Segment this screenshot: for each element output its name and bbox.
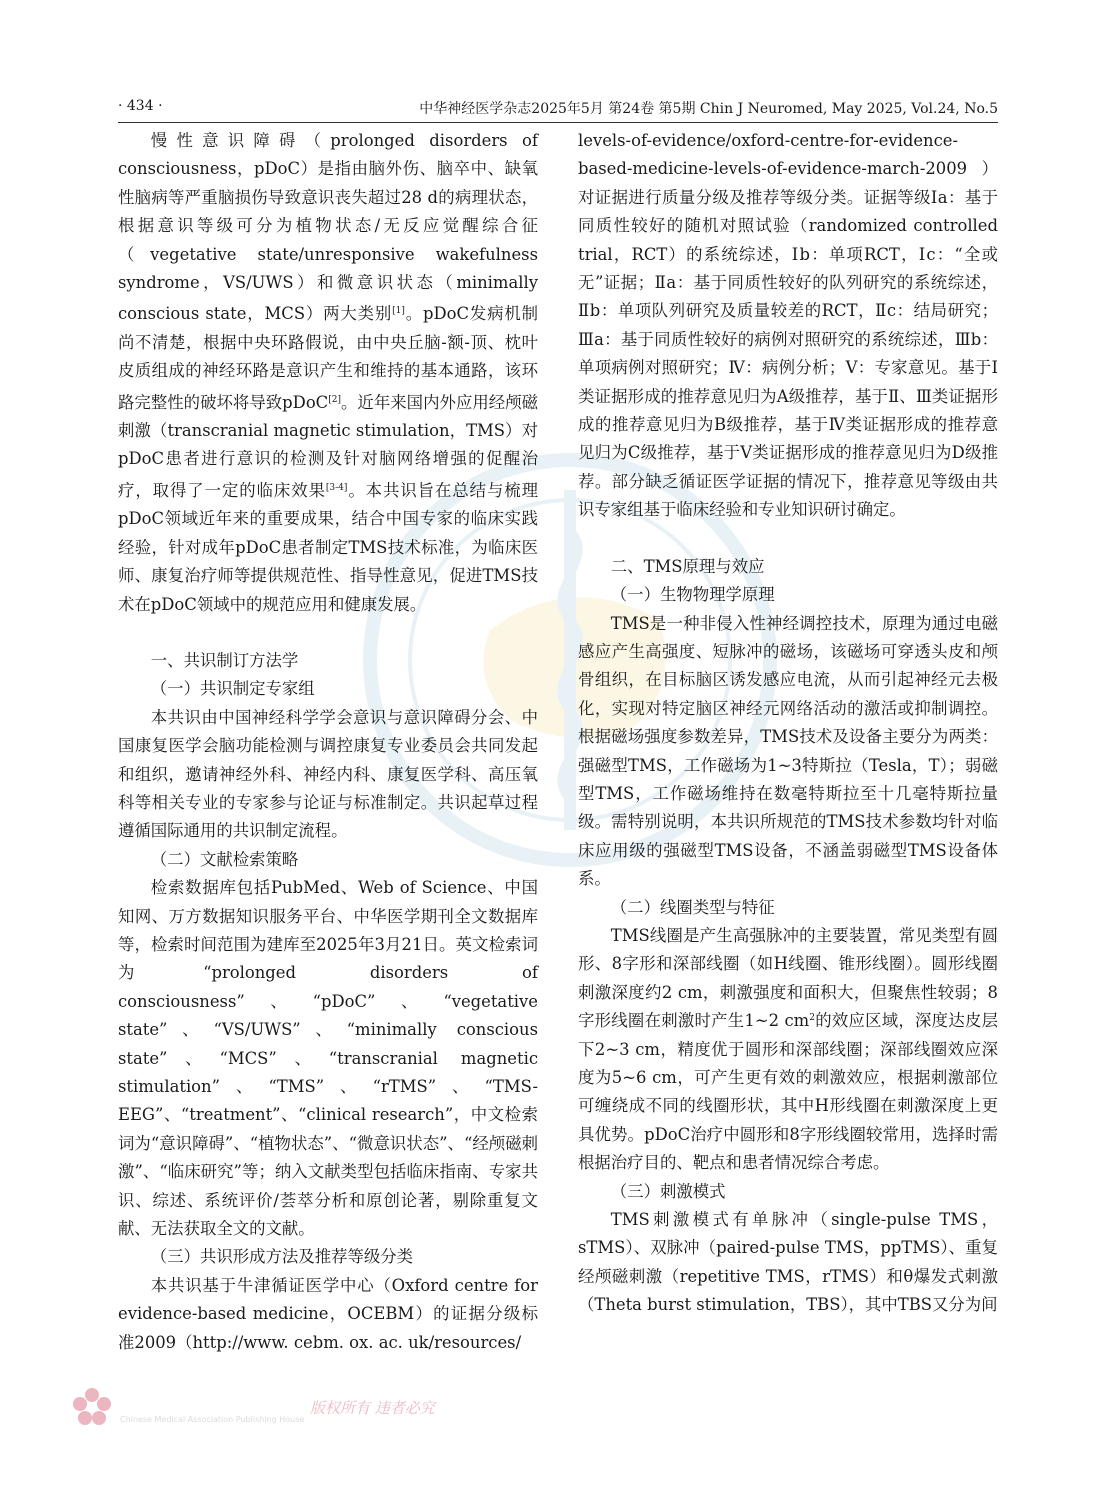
left-column <box>118 127 538 1357</box>
running-header <box>118 96 998 123</box>
copyright-text: 版权所有 违者必究 <box>310 1399 435 1417</box>
paragraph-expert-group: 本共识由中国神经科学学会意识与意识障碍分会、中国康复医学会脑功能检测与调控康复专业委员会共同发起和组织，邀请神经外科、神经内科、康复医学科、高压氧科等相关专业的专家参与论证与标准制定。共识起草过程遵循国际通用的共识制定流程。 <box>118 707 538 841</box>
journal-citation: 中华神经医学杂志2025年5月 第24卷 第5期 Chin J Neuromed, May 2025, Vol.24, No.5 <box>419 101 998 117</box>
section-heading-methodology: 一、共识制订方法学 <box>150 650 299 670</box>
citation-ref: [2] <box>328 394 341 405</box>
flower-logo-icon <box>70 1385 114 1429</box>
subheading-literature-search: （二）文献检索策略 <box>150 849 299 869</box>
paragraph-evidence-levels: levels-of-evidence/oxford-centre-for-evidence-based-medicine-levels-of-evidence-march-2009）对证据进行质量分级及推荐等级分类。证据等级Ⅰa：基于同质性较好的随机对照试验（randomized controlled trial，RCT）的系统综述，Ⅰb：单项RCT，Ⅰc：“全或无”证据；Ⅱa：基于同质性较好的队列研究的系统综述，Ⅱb：单项队列研究及质量较差的RCT，Ⅱc：结局研究；Ⅲa：基于同质性较好的病例对照研究的系统综述，Ⅲb：单项病例对照研究；Ⅳ：病例分析；Ⅴ：专家意见。基于Ⅰ类证据形成的推荐意见归为A级推荐，基于Ⅱ、Ⅲ类证据形成的推荐意见归为B级推荐，基于Ⅳ类证据形成的推荐意见归为C级推荐，基于Ⅴ类证据形成的推荐意见归为D级推荐。部分缺乏循证医学证据的情况下，推荐意见等级由共识专家组基于临床经验和专业知识研讨确定。 <box>578 131 998 520</box>
paragraph-biophysics: TMS是一种非侵入性神经调控技术，原理为通过电磁感应产生高强度、短脉冲的磁场，该磁场可穿透头皮和颅骨组织，在目标脑区诱发感应电流，从而引起神经元去极化，实现对特定脑区神经元网络活动的激活或抑制调控。根据磁场强度参数差异，TMS技术及设备主要分为两类：强磁型TMS，工作磁场为1~3特斯拉（Tesla，T）；弱磁型TMS，工作磁场维持在数毫特斯拉至十几毫特斯拉量级。需特别说明，本共识所规范的TMS技术参数均针对临床应用级的强磁型TMS设备，不涵盖弱磁型TMS设备体系。 <box>578 613 998 889</box>
paragraph-consensus-method: 本共识基于牛津循证医学中心（Oxford centre for evidence-based medicine，OCEBM）的证据分级标准2009（http://www. cebm. ox. ac. uk/resources/ <box>118 1275 538 1352</box>
citation-ref: [1] <box>392 306 405 317</box>
subheading-stimulation-modes: （三）刺激模式 <box>610 1181 726 1201</box>
subheading-coil-types: （二）线圈类型与特征 <box>610 897 775 917</box>
paragraph-coil-types: TMS线圈是产生高强脉冲的主要装置，常见类型有圆形、8字形和深部线圈（如H线圈、锥形线圈）。圆形线圈刺激深度约2 cm，刺激强度和面积大，但聚焦性较弱；8字形线圈在刺激时产生1~2 $cm^2$的效应区域，深度达皮层下2~3 cm，精度优于圆形和深部线圈；深部线圈效应深度为5~6 cm，可产生更有效的刺激效应，根据刺激部位可缠绕成不同的线圈形状，其中H形线圈在刺激深度上更具优势。pDoC治疗中圆形和8字形线圈较常用，选择时需根据治疗目的、靶点和患者情况综合考虑。 <box>578 925 998 1173</box>
publisher-logo <box>70 1385 470 1435</box>
page-number: · 434 · <box>118 98 163 114</box>
right-column <box>578 127 998 1320</box>
paragraph-stimulation-modes: TMS刺激模式有单脉冲（single-pulse TMS，sTMS）、双脉冲（paired-pulse TMS，ppTMS）、重复经颅磁刺激（repetitive TMS，rTMS）和θ爆发式刺激（Theta burst stimulation，TBS），其中TBS又分为间 <box>578 1210 998 1315</box>
publisher-name: Chinese Medical Association Publishing House <box>120 1415 305 1424</box>
section-heading-tms-principles: 二、TMS原理与效应 <box>610 556 765 576</box>
subheading-consensus-method: （三）共识形成方法及推荐等级分类 <box>150 1247 414 1267</box>
subheading-biophysics: （一）生物物理学原理 <box>610 585 775 605</box>
subheading-expert-group: （一）共识制定专家组 <box>150 679 315 699</box>
citation-ref: [3-4] <box>325 482 348 493</box>
intro-paragraph: 慢性意识障碍（prolonged disorders of consciousness，pDoC）是指由脑外伤、脑卒中、缺氧性脑病等严重脑损伤导致意识丧失超过28 d的病理状态，根据意识等级可分为植物状态/无反应觉醒综合征（vegetative state/unresponsive wakefulness syndrome，VS/UWS）和微意识状态（minimally conscious state，MCS）两大类别[1]。pDoC发病机制尚不清楚，根据中央环路假说，由中央丘脑-额-顶、枕叶皮质组成的神经环路是意识产生和维持的基本通路，该环路完整性的破坏将导致pDoC[2]。近年来国内外应用经颅磁刺激（transcranial magnetic stimulation，TMS）对pDoC患者进行意识的检测及针对脑网络增强的促醒治疗，取得了一定的临床效果[3-4]。本共识旨在总结与梳理pDoC领域近年来的重要成果，结合中国专家的临床实践经验，针对成年pDoC患者制定TMS技术标准，为临床医师、康复治疗师等提供规范性、指导性意见，促进TMS技术在pDoC领域中的规范应用和健康发展。 <box>118 131 539 614</box>
paragraph-literature-search: 检索数据库包括PubMed、Web of Science、中国知网、万方数据知识服务平台、中华医学期刊全文数据库等，检索时间范围为建库至2025年3月21日。英文检索词为“prolonged disorders of consciousness”、“pDoC”、“vegetative state”、“VS/UWS”、“minimally conscious state”、“MCS”、“transcranial magnetic stimulation”、“TMS”、“rTMS”、“TMS-EEG”、“treatment”、“clinical research”，中文检索词为“意识障碍”、“植物状态”、“微意识状态”、“经颅磁刺激”、“临床研究”等；纳入文献类型包括临床指南、专家共识、综述、系统评价/荟萃分析和原创论著，剔除重复文献、无法获取全文的文献。 <box>118 878 538 1239</box>
